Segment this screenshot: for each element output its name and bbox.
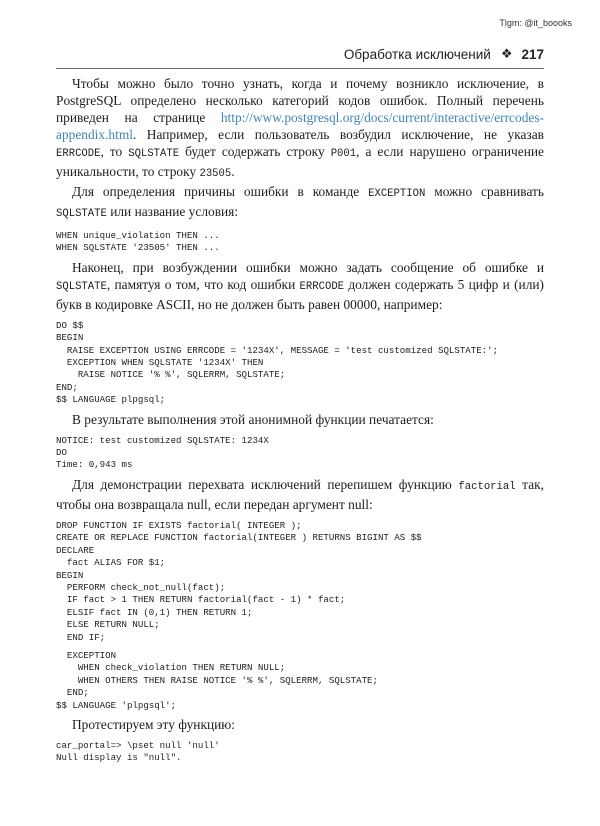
paragraph-error-codes: Чтобы можно было точно узнать, когда и почему возникло исключение, в PostgreSQL определено несколько категорий кодов ошибок. Полный перечень приведен на странице http://www.postgresql.org/docs/current/interactive/errcodes-appendix.html. Например, если пользователь возбудил исключение, не указав ERRCODE, то SQLSTATE будет содержать строку P001, а если нарушено ограничение уникальности, то строку 23505.	[56, 76, 544, 180]
paragraph-test: Протестируем эту функцию:	[72, 716, 236, 732]
code-block-exception-handler: EXCEPTION WHEN check_violation THEN RETURN NULL; WHEN OTHERS THEN RAISE NOTICE '% %', SQLERRM, SQLSTATE; END; $$ LANGUAGE 'plpgsql';	[56, 649, 378, 711]
page-number: 217	[521, 46, 544, 62]
code-block-when-conditions: WHEN unique_violation THEN ... WHEN SQLSTATE '23505' THEN ...	[56, 230, 220, 254]
code-block-pset-null: car_portal=> \pset null 'null' Null display is "null".	[56, 739, 220, 764]
paragraph-factorial: Для демонстрации перехвата исключений перепишем функцию factorial так, чтобы она возвращала null, если передан аргумент null:	[56, 476, 544, 512]
code-block-factorial-function: DROP FUNCTION IF EXISTS factorial( INTEGER ); CREATE OR REPLACE FUNCTION factorial(INTEGER ) RETURNS BIGINT AS $$ DECLARE fact ALIAS FOR $1; BEGIN PERFORM check_not_null(fact); IF fact > 1 THEN RETURN factorial(fact - 1) * fact; ELSIF fact IN (0,1) THEN RETURN 1; ELSE RETURN NULL; END IF;	[56, 519, 422, 643]
chapter-title: Обработка исключений	[343, 46, 491, 62]
errcodes-link[interactable]: http://www.postgresql.org/docs/current/interactive/errcodes-appendix.html	[56, 110, 544, 142]
running-header	[56, 44, 544, 69]
paragraph-exception-compare: Для определения причины ошибки в команде EXCEPTION можно сравнивать SQLSTATE или название условия:	[56, 184, 544, 220]
paragraph-result: В результате выполнения этой анонимной функции печатается:	[72, 411, 434, 427]
page-body	[56, 75, 544, 769]
watermark: Tlgm: @it_boooks	[499, 18, 572, 28]
code-block-notice-output: NOTICE: test customized SQLSTATE: 1234X DO Time: 0,943 ms	[56, 434, 269, 471]
paragraph-raise-message: Наконец, при возбуждении ошибки можно задать сообщение об ошибке и SQLSTATE, памятуя о том, что код ошибки ERRCODE должен содержать 5 цифр и (или) букв в кодировке ASCII, но не должен быть равен 00000, например:	[56, 259, 545, 312]
diamond-ornament-icon: ❖	[500, 46, 513, 61]
code-block-raise-exception: DO $$ BEGIN RAISE EXCEPTION USING ERRCODE = '1234X', MESSAGE = 'test customized SQLSTATE:'; EXCEPTION WHEN SQLSTATE '1234X' THEN RAISE NOTICE '% %', SQLERRM, SQLSTATE; END; $$ LANGUAGE plpgsql;	[56, 319, 499, 406]
